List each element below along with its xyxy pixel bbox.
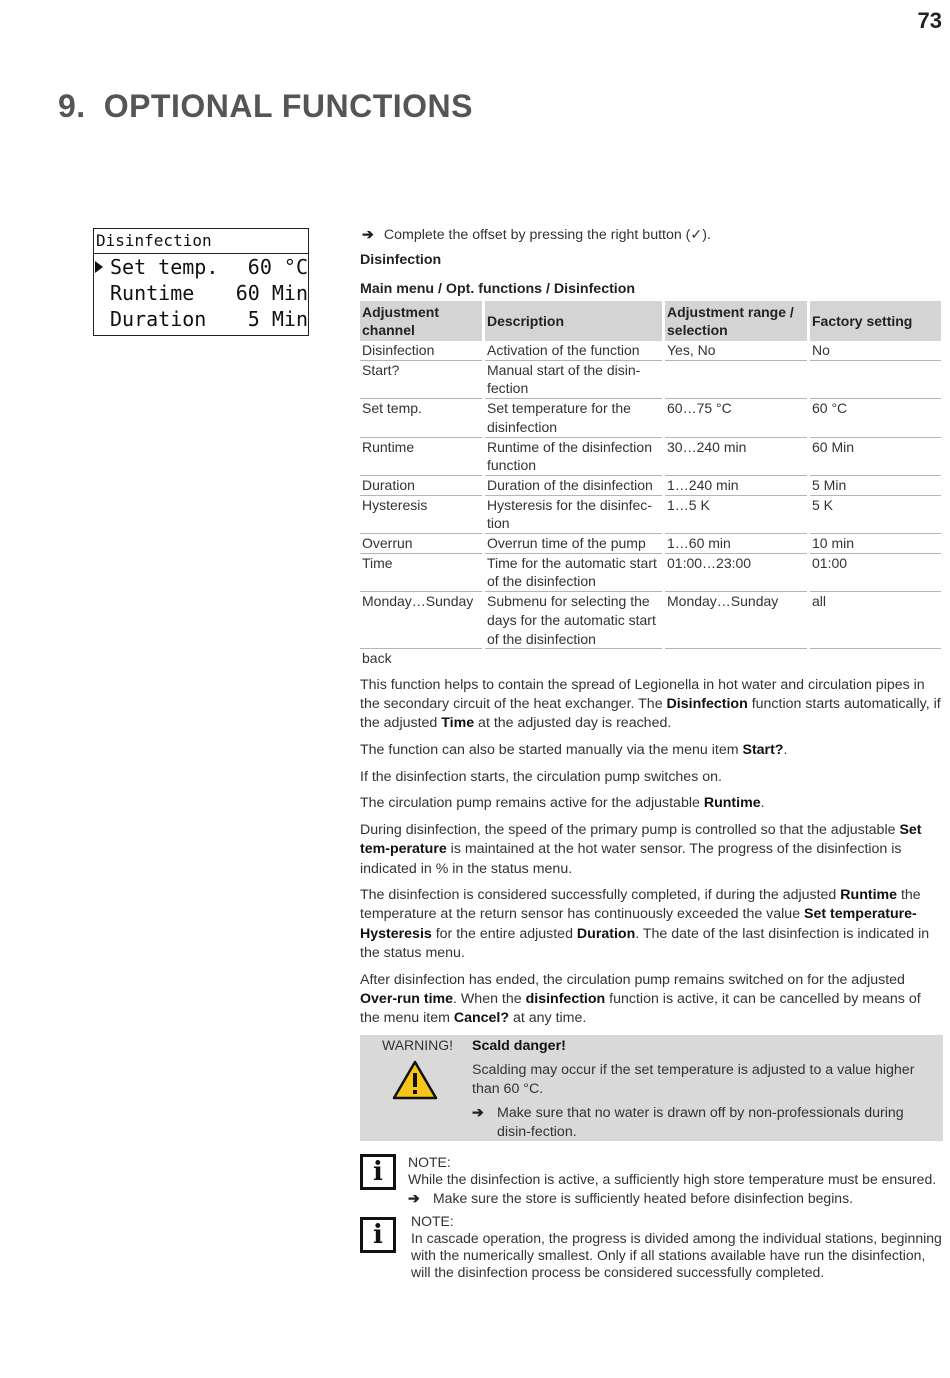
chapter-number: 9.	[58, 88, 86, 124]
table-cell: Disinfection	[360, 341, 482, 361]
warning-step-text: Make sure that no water is drawn off by non-professionals during disin-fection.	[497, 1104, 904, 1140]
table-cell: Time for the automatic start of the disinfection	[485, 554, 662, 592]
arrow-right-icon: ➔	[472, 1104, 484, 1121]
warning-text: Scalding may occur if the set temperature is adjusted to a value higher than 60 °C.	[472, 1061, 915, 1097]
paragraph: The function can also be started manually via the menu item Start?.	[360, 742, 788, 759]
instruction-step	[362, 224, 944, 246]
table-cell: 1…240 min	[665, 476, 807, 496]
table-cell: 01:00	[810, 554, 941, 592]
paragraph: If the disinfection starts, the circulation pump switches on.	[360, 768, 722, 785]
table-cell	[485, 649, 662, 668]
table-cell: 1…60 min	[665, 534, 807, 554]
table-row	[360, 649, 941, 668]
instruction-text: Complete the offset by pressing the right button (✓).	[383, 227, 711, 243]
display-row-runtime	[94, 280, 308, 306]
display-row-set-temp	[94, 254, 308, 280]
table-cell: Overrun	[360, 534, 482, 554]
table-cell	[665, 361, 807, 399]
info-icon: i	[360, 1154, 396, 1190]
column-header: Adjustment range / selection	[665, 301, 807, 341]
table-cell: Yes, No	[665, 341, 807, 361]
display-row-value: 60 Min	[235, 281, 308, 305]
table-row	[360, 592, 941, 649]
warning-heading: Scald danger!	[472, 1038, 566, 1054]
table-row	[360, 476, 941, 496]
note-step	[408, 1190, 944, 1207]
table-row	[360, 341, 941, 361]
menu-path: Main menu / Opt. functions / Disinfection	[360, 281, 636, 297]
table-cell: Runtime of the disinfection function	[485, 438, 662, 476]
table-cell: Time	[360, 554, 482, 592]
note-box	[360, 1213, 944, 1283]
table-row	[360, 361, 941, 399]
page-number: 73	[917, 8, 942, 33]
note-text: In cascade operation, the progress is divided among the individual stations, beginning with the numerically smallest. Only if all stations available have run the disinfection, will the disinfection process be considered successfully completed.	[411, 1230, 942, 1280]
table-row	[360, 496, 941, 534]
table-cell: 30…240 min	[665, 438, 807, 476]
column-header: Factory setting	[810, 301, 941, 341]
table-cell: Overrun time of the pump	[485, 534, 662, 554]
cursor-arrow-icon	[95, 261, 103, 273]
table-cell: Start?	[360, 361, 482, 399]
table-cell: No	[810, 341, 941, 361]
note-body	[411, 1213, 944, 1281]
column-header: Description	[485, 301, 662, 341]
note-body	[408, 1154, 944, 1207]
display-row-label: Duration	[110, 307, 207, 331]
warning-triangle-icon	[392, 1060, 438, 1105]
display-title: Disinfection	[94, 229, 308, 254]
warning-box	[360, 1035, 943, 1141]
table-cell: 5 K	[810, 496, 941, 534]
paragraph: After disinfection has ended, the circulation pump remains switched on for the adjusted Over-run time. When the disinfection function is active, it can be cancelled by means of the menu item Cancel? at any time.	[360, 971, 921, 1026]
note-text: While the disinfection is active, a sufficiently high store temperature must be ensured.	[408, 1171, 937, 1187]
table-cell: Submenu for selecting the days for the automatic start of the disinfection	[485, 592, 662, 649]
warning-label: WARNING!	[382, 1037, 454, 1053]
table-cell: Duration	[360, 476, 482, 496]
table-row	[360, 554, 941, 592]
table-cell: Manual start of the disin-fection	[485, 361, 662, 399]
section-heading: Disinfection	[360, 252, 442, 268]
table-body	[360, 341, 941, 668]
table-cell: Set temperature for the disinfection	[485, 399, 662, 437]
note-label: NOTE:	[411, 1213, 454, 1229]
table-cell: 60 °C	[810, 399, 941, 437]
table-cell: 60…75 °C	[665, 399, 807, 437]
controller-display	[93, 228, 309, 336]
table-row	[360, 534, 941, 554]
table-cell: Set temp.	[360, 399, 482, 437]
column-header: Adjustment channel	[360, 301, 482, 341]
paragraph: The disinfection is considered successfully completed, if during the adjusted Runtime the temperature at the return sensor has continuously exceeded the value Set temperature-Hysteresis for the entire adjusted Duration. The date of the last disinfection is indicated in the status menu.	[360, 887, 930, 961]
arrow-right-icon: ➔	[408, 1190, 420, 1206]
table-cell: Monday…Sunday	[360, 592, 482, 649]
note-label: NOTE:	[408, 1154, 451, 1170]
table-cell: 5 Min	[810, 476, 941, 496]
table-cell: 1…5 K	[665, 496, 807, 534]
table-cell: Duration of the disinfection	[485, 476, 662, 496]
table-cell	[665, 649, 807, 668]
paragraph: This function helps to contain the spread of Legionella in hot water and circulation pipes in the secondary circuit of the heat exchanger. The Disinfection function starts automatically, if the adjusted Time at the adjusted day is reached.	[360, 676, 941, 732]
table-cell: Monday…Sunday	[665, 592, 807, 649]
table-cell: Hysteresis for the disinfec-tion	[485, 496, 662, 534]
paragraph: The circulation pump remains active for the adjustable Runtime.	[360, 795, 765, 812]
table-cell: 10 min	[810, 534, 941, 554]
parameter-table	[357, 301, 944, 668]
table-cell: all	[810, 592, 941, 649]
paragraph: During disinfection, the speed of the primary pump is controlled so that the adjustable Set tem-perature is maintained at the hot water sensor. The progress of the disinfection is indicated in % in the status menu.	[360, 822, 922, 877]
main-content	[360, 224, 944, 1028]
note-box	[360, 1154, 944, 1208]
chapter-title-text: OPTIONAL FUNCTIONS	[103, 88, 473, 124]
warning-step	[472, 1104, 940, 1143]
table-cell: 60 Min	[810, 438, 941, 476]
display-row-label: Runtime	[110, 281, 195, 305]
table-cell: Runtime	[360, 438, 482, 476]
table-row	[360, 438, 941, 476]
display-row-duration	[94, 306, 308, 332]
warning-body	[472, 1037, 940, 1143]
display-row-value: 60 °C	[247, 255, 308, 279]
table-cell: back	[362, 650, 392, 667]
note-step-text: Make sure the store is sufficiently heated before disinfection begins.	[433, 1190, 853, 1206]
arrow-right-icon: ➔	[362, 227, 374, 243]
table-cell: 01:00…23:00	[665, 554, 807, 592]
display-row-value: 5 Min	[247, 307, 308, 331]
body-text	[360, 676, 944, 1028]
table-cell: Hysteresis	[360, 496, 482, 534]
table-cell: Activation of the function	[485, 341, 662, 361]
chapter-title	[58, 88, 473, 125]
display-row-label: Set temp.	[110, 255, 219, 279]
table-cell	[810, 649, 941, 668]
table-row	[360, 399, 941, 437]
table-header-row	[360, 301, 941, 341]
table-cell	[810, 361, 941, 399]
info-icon: i	[360, 1217, 396, 1253]
